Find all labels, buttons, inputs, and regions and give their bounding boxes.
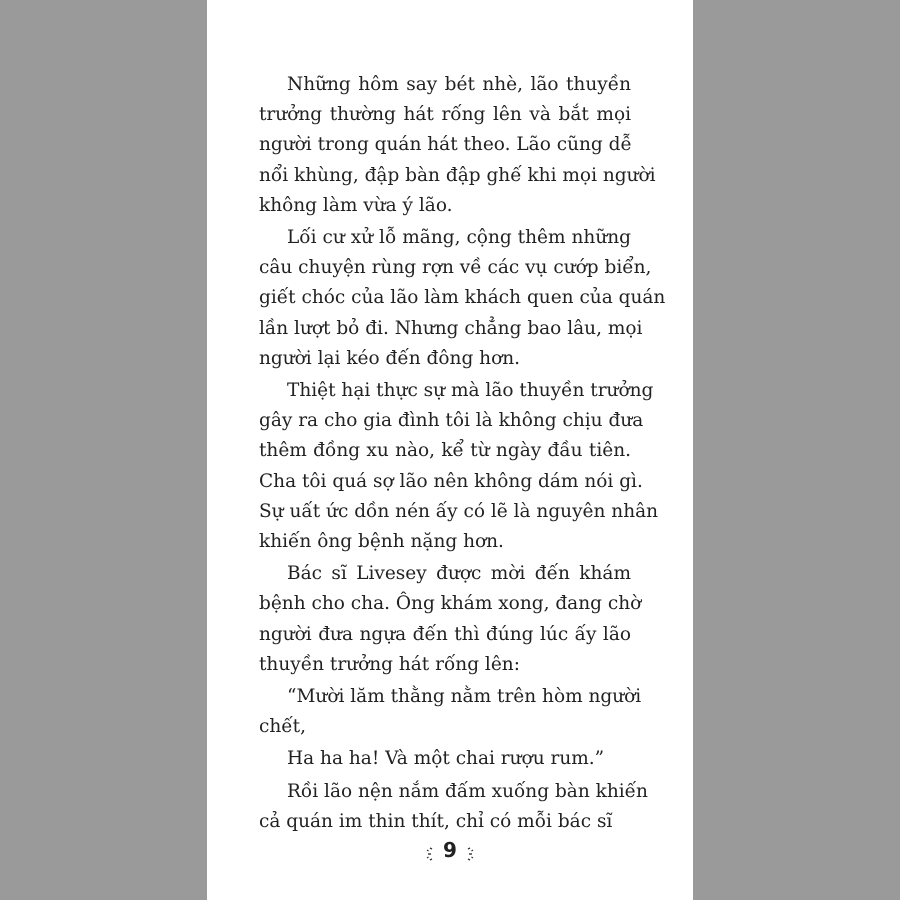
text-line: nổi khùng, đập bàn đập ghế khi mọi người — [259, 164, 656, 186]
paragraph — [259, 223, 666, 374]
text-line: Thiệt hại thực sự mà lão thuyền trưởng — [287, 380, 654, 402]
paragraph — [259, 70, 656, 221]
text-line: gây ra cho gia đình tôi là không chịu đưa — [259, 410, 644, 432]
text-line: giết chóc của lão làm khách quen của quán — [259, 287, 666, 309]
text-line: cả quán im thin thít, chỉ có mỗi bác sĩ — [259, 810, 613, 832]
text-line: lần lượt bỏ đi. Nhưng chẳng bao lâu, mọi — [259, 317, 643, 339]
text-line: Lối cư xử lỗ mãng, cộng thêm những — [287, 227, 631, 249]
text-line: người trong quán hát theo. Lão cũng dễ — [259, 134, 632, 156]
page-body-text — [259, 70, 666, 837]
text-line: không làm vừa ý lão. — [259, 194, 453, 216]
text-line: Rồi lão nện nắm đấm xuống bàn khiến — [287, 780, 648, 802]
text-line: “Mười lăm thằng nằm trên hòm người — [287, 686, 642, 708]
text-line: bệnh cho cha. Ông khám xong, đang chờ — [259, 593, 642, 615]
text-line: Những hôm say bét nhè, lão thuyền — [287, 74, 631, 95]
text-line: chết, — [259, 716, 306, 738]
text-line: Bác sĩ Livesey được mời đến khám — [287, 563, 631, 585]
text-line: Ha ha ha! Và một chai rượu rum.” — [287, 748, 605, 770]
book-page — [207, 0, 693, 900]
page-number: 9 — [443, 838, 457, 862]
text-line: người lại kéo đến đông hơn. — [259, 347, 521, 369]
text-line: người đưa ngựa đến thì đúng lúc ấy lão — [259, 623, 631, 645]
paragraph — [259, 376, 659, 557]
text-line: câu chuyện rùng rợn về các vụ cướp biển, — [259, 257, 652, 279]
text-line: thuyền trưởng hát rống lên: — [259, 653, 520, 675]
paragraph — [259, 682, 642, 742]
right-ornament-icon — [467, 843, 479, 859]
left-ornament-icon — [421, 843, 433, 859]
text-line: Cha tôi quá sợ lão nên không dám nói gì. — [259, 470, 643, 492]
text-line: khiến ông bệnh nặng hơn. — [259, 531, 504, 553]
paragraph — [259, 777, 648, 837]
text-line: trưởng thường hát rống lên và bắt mọi — [259, 104, 631, 126]
paragraph — [259, 559, 642, 680]
page-footer — [207, 838, 693, 862]
text-line: thêm đồng xu nào, kể từ ngày đầu tiên. — [259, 440, 631, 462]
paragraph — [259, 744, 631, 774]
text-line: Sự uất ức dồn nén ấy có lẽ là nguyên nhân — [259, 500, 659, 522]
